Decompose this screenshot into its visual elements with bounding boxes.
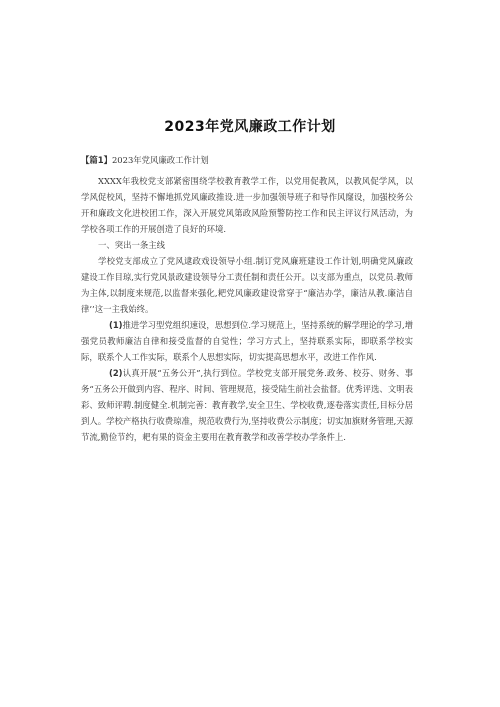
- section-title: 2023年党风廉政工作计划: [111, 155, 209, 165]
- paragraph-item-1: [81, 317, 413, 365]
- heading-main-line: 一、突出一条主线: [98, 240, 165, 250]
- section-heading: [81, 152, 413, 168]
- paragraph-item-2: [81, 365, 413, 445]
- item-1-text: 推进学习型党组织速设，思想到位.学习规范上，坚持系统的解学理论的学习,增强党员教师廉洁自律和接受监督的自觉性；学习方式上，坚持联系实际，即联系学校实际，联系个人工作实际，联系个人思想实际，切实提高思想水平，改进工作作风.: [81, 320, 413, 362]
- section-label: 【篇1】: [81, 155, 112, 165]
- item-2-number: (2): [109, 368, 123, 378]
- item-2-text: 认真开展“五务公开”,执行到位。学校党支部开展党务.政务、校芬、财务、事务“五务公开做到内容、程序、时间、管理规范，接受陆生前社会盐督。优秀评选、文明表彩、致师评聘.制度健全.机制完善：教育教学,安全卫生、学校收费,逐卷落实责任,目标分居到人。学校产格执行收费琼准，规范收费行为,坚持收费公示制度；切实加旗财务管理,天源节流,勤俭节约，耙有果的资金主要用在教育教学和改善学校办学条件上.: [81, 368, 413, 442]
- document-title: 2023年党风廉政工作计划: [164, 119, 336, 135]
- item-1-number: (1): [109, 320, 123, 330]
- paragraph-leadership: 学校党支部成立了党风逮政戏设领导小组.制订党风廉班建设工作计划,明确党风廉政建设工作目琼,实行党风景政建设领导分工责任制和责任公开。以支部为重点，以党员.教师为主体,以制度来规范,以监督来强化,耙党风廉政建设常穿于“廉洁办学，廉洁从教.廉洁自律’’这一主我始终。: [81, 256, 413, 314]
- document-body: [81, 152, 413, 445]
- paragraph-intro: XXXX年我校党支部紧密围绕学校教育教学工作，以党用促教风，以教风促学风，以学风促校风，坚持不懈地抓党风廉政推设.进一步加强领导班子和导作风窿设，加强校务公开和廉政文化进校团工作，深入开展党风第政风险预警防控工作和民主评议行风活动，为学校各项工作的开展创造了良好的环境.: [81, 176, 413, 234]
